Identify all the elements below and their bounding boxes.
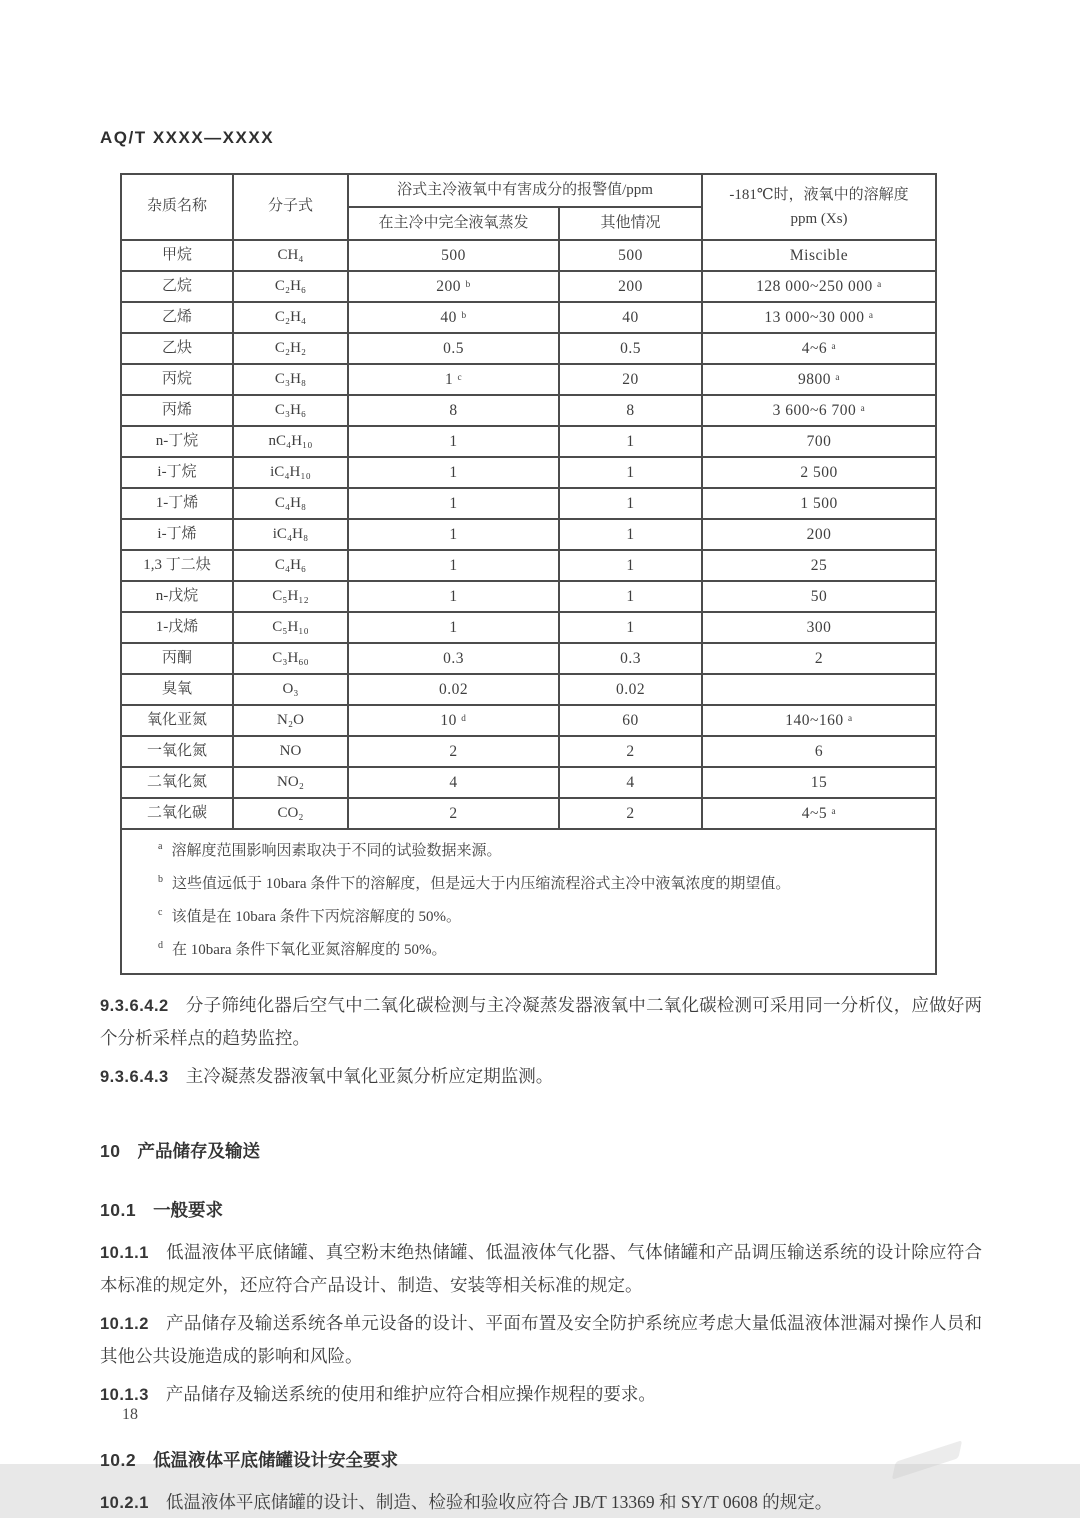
alarm-other-cell: 0.02 <box>559 674 702 705</box>
content-block <box>100 1447 982 1472</box>
solubility-cell: 15 <box>702 767 936 798</box>
formula-cell: N₂O <box>233 705 348 736</box>
alarm-other-cell: 1 <box>559 550 702 581</box>
content-block <box>100 1197 982 1222</box>
impurity-name-cell: 二氧化碳 <box>121 798 233 829</box>
header-formula: 分子式 <box>233 174 348 240</box>
alarm-full-evap-cell: 1 ᶜ <box>348 364 559 395</box>
clause-text: 低温液体平底储罐的设计、制造、检验和验收应符合 JB/T 13369 和 SY/T 0608 的规定。 <box>165 1491 833 1512</box>
impurity-name-cell: 丙酮 <box>121 643 233 674</box>
table-row <box>121 798 936 829</box>
clause-number: 10.1.1 <box>100 1244 149 1263</box>
alarm-full-evap-cell: 0.3 <box>348 643 559 674</box>
impurity-name-cell: 二氧化氮 <box>121 767 233 798</box>
formula-cell: C₃H₈ <box>233 364 348 395</box>
alarm-full-evap-cell: 40 ᵇ <box>348 302 559 333</box>
alarm-other-cell: 4 <box>559 767 702 798</box>
alarm-full-evap-cell: 0.02 <box>348 674 559 705</box>
alarm-other-cell: 40 <box>559 302 702 333</box>
impurity-name-cell: 1-戊烯 <box>121 612 233 643</box>
clause-text: 产品储存及输送系统各单元设备的设计、平面布置及安全防护系统应考虑大量低温液体泄漏对操作人员和其他公共设施造成的影响和风险。 <box>100 1313 982 1366</box>
header-impurity-name: 杂质名称 <box>121 174 233 240</box>
alarm-full-evap-cell: 1 <box>348 457 559 488</box>
solubility-cell: 2 <box>702 643 936 674</box>
solubility-cell: 13 000~30 000 ᵃ <box>702 302 936 333</box>
footnote-text: 溶解度范围影响因素取决于不同的试验数据来源。 <box>171 843 502 859</box>
table-footnotes <box>121 829 936 974</box>
alarm-other-cell: 0.5 <box>559 333 702 364</box>
solubility-cell: 4~6 ᵃ <box>702 333 936 364</box>
impurity-alarm-table <box>120 173 937 975</box>
alarm-other-cell: 1 <box>559 612 702 643</box>
table-header <box>121 174 936 240</box>
table-row <box>121 364 936 395</box>
clause-number: 9.3.6.4.3 <box>100 1067 169 1086</box>
solubility-cell: 3 600~6 700 ᵃ <box>702 395 936 426</box>
alarm-other-cell: 500 <box>559 240 702 271</box>
content-block <box>100 1378 982 1411</box>
table-row <box>121 612 936 643</box>
alarm-other-cell: 2 <box>559 736 702 767</box>
impurity-name-cell: n-丁烷 <box>121 426 233 457</box>
footnote-text: 这些值远低于 10bara 条件下的溶解度，但是远大于内压缩流程浴式主冷中液氧浓度的期望值。 <box>172 876 791 892</box>
footnote-text: 在 10bara 条件下氧化亚氮溶解度的 50%。 <box>172 942 447 958</box>
page-number: 18 <box>122 1406 138 1423</box>
clause-text: 产品储存及输送 <box>137 1141 260 1162</box>
clause-number: 10.2 <box>100 1449 137 1470</box>
header-alarm-other: 其他情况 <box>559 207 702 240</box>
clause-number: 10.1.2 <box>100 1315 149 1334</box>
clause-number: 10.1 <box>100 1200 137 1221</box>
solubility-cell: 4~5 ᵃ <box>702 798 936 829</box>
solubility-cell: 2 500 <box>702 457 936 488</box>
solubility-cell: 25 <box>702 550 936 581</box>
alarm-full-evap-cell: 1 <box>348 581 559 612</box>
alarm-other-cell: 2 <box>559 798 702 829</box>
solubility-cell: 300 <box>702 612 936 643</box>
alarm-other-cell: 20 <box>559 364 702 395</box>
content-block <box>100 989 982 1054</box>
footnote-list <box>158 840 925 961</box>
formula-cell: C₂H₂ <box>233 333 348 364</box>
alarm-full-evap-cell: 10 ᵈ <box>348 705 559 736</box>
table-row <box>121 581 936 612</box>
table-row <box>121 395 936 426</box>
solubility-cell <box>702 674 936 705</box>
content-block <box>100 1307 982 1372</box>
table-row <box>121 550 936 581</box>
formula-cell: NO₂ <box>233 767 348 798</box>
header-solubility <box>702 174 936 240</box>
table-row <box>121 426 936 457</box>
content-block <box>100 1236 982 1301</box>
table-row <box>121 705 936 736</box>
alarm-other-cell: 200 <box>559 271 702 302</box>
clause-number: 10 <box>100 1141 121 1162</box>
impurity-name-cell: 臭氧 <box>121 674 233 705</box>
content-block <box>100 1060 982 1093</box>
impurity-name-cell: i-丁烷 <box>121 457 233 488</box>
solubility-cell: 128 000~250 000 ᵃ <box>702 271 936 302</box>
alarm-other-cell: 1 <box>559 488 702 519</box>
footnote-marker: d <box>158 940 163 951</box>
formula-cell: C₅H₁₀ <box>233 612 348 643</box>
clause-text: 产品储存及输送系统的使用和维护应符合相应操作规程的要求。 <box>165 1384 656 1405</box>
clause-text: 分子筛纯化器后空气中二氧化碳检测与主冷凝蒸发器液氧中二氧化碳检测可采用同一分析仪，应做好两个分析采样点的趋势监控。 <box>100 995 982 1048</box>
solubility-cell: Miscible <box>702 240 936 271</box>
formula-cell: C₂H₄ <box>233 302 348 333</box>
formula-cell: C₃H₆ <box>233 395 348 426</box>
table-row <box>121 240 936 271</box>
header-solubility-line2: ppm (Xs) <box>790 211 848 227</box>
table-row <box>121 674 936 705</box>
alarm-other-cell: 1 <box>559 457 702 488</box>
solubility-cell: 9800 ᵃ <box>702 364 936 395</box>
table-row <box>121 302 936 333</box>
alarm-other-cell: 1 <box>559 581 702 612</box>
table-row <box>121 736 936 767</box>
alarm-full-evap-cell: 1 <box>348 426 559 457</box>
alarm-other-cell: 0.3 <box>559 643 702 674</box>
formula-cell: CH₄ <box>233 240 348 271</box>
alarm-full-evap-cell: 4 <box>348 767 559 798</box>
clause-text: 一般要求 <box>153 1200 224 1221</box>
formula-cell: C₄H₈ <box>233 488 348 519</box>
header-alarm-group: 浴式主冷液氧中有害成分的报警值/ppm <box>348 174 702 207</box>
footnote-marker: a <box>158 841 163 852</box>
clause-text: 低温液体平底储罐、真空粉末绝热储罐、低温液体气化器、气体储罐和产品调压输送系统的设计除应符合本标准的规定外，还应符合产品设计、制造、安装等相关标准的规定。 <box>100 1242 982 1295</box>
footnote-text: 该值是在 10bara 条件下丙烷溶解度的 50%。 <box>171 909 462 925</box>
alarm-full-evap-cell: 1 <box>348 550 559 581</box>
alarm-full-evap-cell: 0.5 <box>348 333 559 364</box>
solubility-cell: 1 500 <box>702 488 936 519</box>
impurity-name-cell: 一氧化氮 <box>121 736 233 767</box>
table-body <box>121 240 936 829</box>
standard-code: AQ/T XXXX—XXXX <box>100 128 275 147</box>
content-block <box>100 1486 982 1518</box>
solubility-cell: 140~160 ᵃ <box>702 705 936 736</box>
table-row <box>121 643 936 674</box>
content-block <box>100 1138 982 1163</box>
formula-cell: C₂H₆ <box>233 271 348 302</box>
alarm-other-cell: 8 <box>559 395 702 426</box>
solubility-cell: 700 <box>702 426 936 457</box>
formula-cell: NO <box>233 736 348 767</box>
footnote-line <box>158 939 925 961</box>
formula-cell: nC₄H₁₀ <box>233 426 348 457</box>
header-solubility-line1: -181℃时，液氧中的溶解度 <box>729 187 909 203</box>
clause-text: 主冷凝蒸发器液氧中氧化亚氮分析应定期监测。 <box>185 1065 554 1086</box>
formula-cell: C₃H₆₀ <box>233 643 348 674</box>
impurity-name-cell: 1,3 丁二炔 <box>121 550 233 581</box>
impurity-name-cell: 1-丁烯 <box>121 488 233 519</box>
impurity-name-cell: 乙烯 <box>121 302 233 333</box>
header-alarm-full-evap: 在主冷中完全液氧蒸发 <box>348 207 559 240</box>
alarm-full-evap-cell: 2 <box>348 736 559 767</box>
alarm-full-evap-cell: 8 <box>348 395 559 426</box>
alarm-full-evap-cell: 200 ᵇ <box>348 271 559 302</box>
formula-cell: iC₄H₁₀ <box>233 457 348 488</box>
alarm-other-cell: 1 <box>559 519 702 550</box>
body-content <box>100 989 982 1518</box>
impurity-name-cell: n-戊烷 <box>121 581 233 612</box>
alarm-full-evap-cell: 1 <box>348 612 559 643</box>
impurity-name-cell: 丙烷 <box>121 364 233 395</box>
impurity-name-cell: 乙烷 <box>121 271 233 302</box>
table-row <box>121 271 936 302</box>
solubility-cell: 50 <box>702 581 936 612</box>
alarm-full-evap-cell: 2 <box>348 798 559 829</box>
table-row <box>121 519 936 550</box>
formula-cell: CO₂ <box>233 798 348 829</box>
formula-cell: C₅H₁₂ <box>233 581 348 612</box>
alarm-full-evap-cell: 1 <box>348 488 559 519</box>
impurity-name-cell: 丙烯 <box>121 395 233 426</box>
table-row <box>121 457 936 488</box>
footnote-marker: b <box>158 874 163 885</box>
formula-cell: iC₄H₈ <box>233 519 348 550</box>
impurity-name-cell: 氧化亚氮 <box>121 705 233 736</box>
impurity-name-cell: i-丁烯 <box>121 519 233 550</box>
table-row <box>121 488 936 519</box>
formula-cell: O₃ <box>233 674 348 705</box>
table-row <box>121 333 936 364</box>
solubility-cell: 6 <box>702 736 936 767</box>
footnote-line <box>158 873 925 895</box>
alarm-other-cell: 1 <box>559 426 702 457</box>
impurity-name-cell: 乙炔 <box>121 333 233 364</box>
footnote-marker: c <box>158 907 163 918</box>
clause-number: 10.1.3 <box>100 1386 149 1405</box>
clause-number: 9.3.6.4.2 <box>100 997 169 1015</box>
alarm-full-evap-cell: 1 <box>348 519 559 550</box>
formula-cell: C₄H₆ <box>233 550 348 581</box>
clause-text: 低温液体平底储罐设计安全要求 <box>153 1449 399 1470</box>
solubility-cell: 200 <box>702 519 936 550</box>
clause-number: 10.2.1 <box>100 1493 149 1512</box>
table-row <box>121 767 936 798</box>
footnote-line <box>158 906 925 928</box>
alarm-other-cell: 60 <box>559 705 702 736</box>
footnote-line <box>158 840 925 862</box>
impurity-name-cell: 甲烷 <box>121 240 233 271</box>
alarm-full-evap-cell: 500 <box>348 240 559 271</box>
